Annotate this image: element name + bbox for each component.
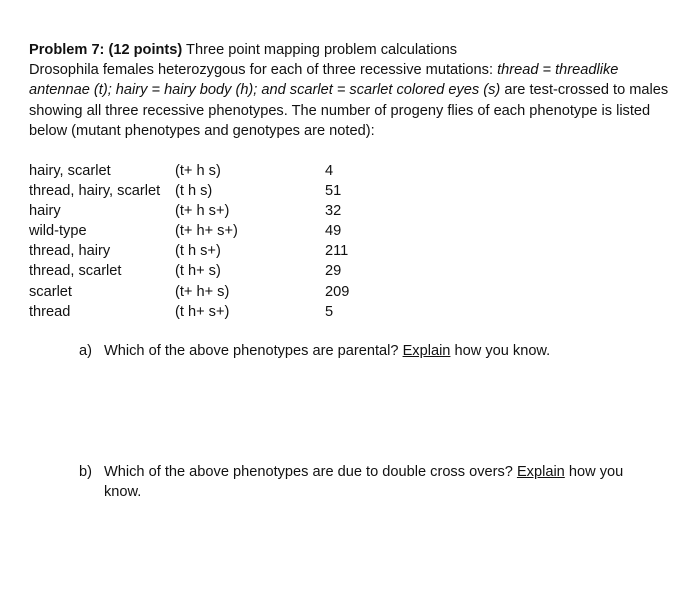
problem-title: Problem 7: (12 points) [29,42,183,58]
problem-intro-definitions: thread = threadlike antennae (t); hairy = hairy body (h); and scarlet = scarlet colored eyes (s) [29,62,619,99]
question-label: b) [79,464,92,480]
phenotype-cell: scarlet [29,283,72,300]
count-cell: 211 [325,243,349,260]
phenotype-cell: hairy [29,203,61,220]
genotype-cell: (t h s+) [175,243,221,260]
table-row [29,302,389,322]
phenotype-cell: thread [29,303,71,320]
count-cell: 51 [325,183,342,200]
phenotype-cell: thread, hairy [29,243,111,260]
genotype-cell: (t h+ s+) [175,303,230,320]
question-text [104,341,659,361]
question-text-end: how you know. [450,343,551,359]
question-text-start: Which of the above phenotypes are due to double cross overs? [104,464,517,480]
table-row [29,221,389,241]
problem-statement [29,40,669,141]
phenotype-cell: thread, scarlet [29,263,122,280]
question-a [79,341,659,361]
question-text-start: Which of the above phenotypes are parental? [104,343,403,359]
genotype-cell: (t+ h+ s) [175,283,230,300]
genotype-cell: (t+ h s+) [175,203,230,220]
question-label: a) [79,343,92,359]
problem-intro-start: Drosophila females heterozygous for each of three recessive mutations: [29,62,498,79]
question-b [79,462,659,502]
genotype-cell: (t h+ s) [175,263,221,280]
count-cell: 29 [325,263,342,280]
phenotype-cell: hairy, scarlet [29,163,111,179]
genotype-cell: (t+ h+ s+) [175,223,238,240]
progeny-table [29,161,389,322]
table-row [29,241,389,261]
count-cell: 49 [325,223,342,240]
count-cell: 5 [325,303,334,320]
count-cell: 32 [325,203,342,220]
table-row [29,201,389,221]
problem-intro-end: are test-crossed to males showing all three recessive phenotypes. The number of progeny flies of each phenotype is listed below (mutant phenotypes and genotypes are noted): [29,82,669,139]
table-row [29,261,389,281]
explain-underlined: Explain [516,464,565,480]
phenotype-cell: wild-type [29,223,87,240]
question-text [104,462,659,502]
table-row [29,282,389,302]
explain-underlined: Explain [402,343,451,359]
genotype-cell: (t h s) [175,183,213,200]
problem-title-rest: Three point mapping problem calculations [182,42,458,58]
table-row [29,181,389,201]
count-cell: 209 [325,283,350,300]
phenotype-cell: thread, hairy, scarlet [29,183,161,200]
question-text-end: how you know. [104,464,624,501]
genotype-cell: (t+ h s) [175,163,221,179]
count-cell: 4 [325,163,334,179]
table-row [29,161,389,181]
